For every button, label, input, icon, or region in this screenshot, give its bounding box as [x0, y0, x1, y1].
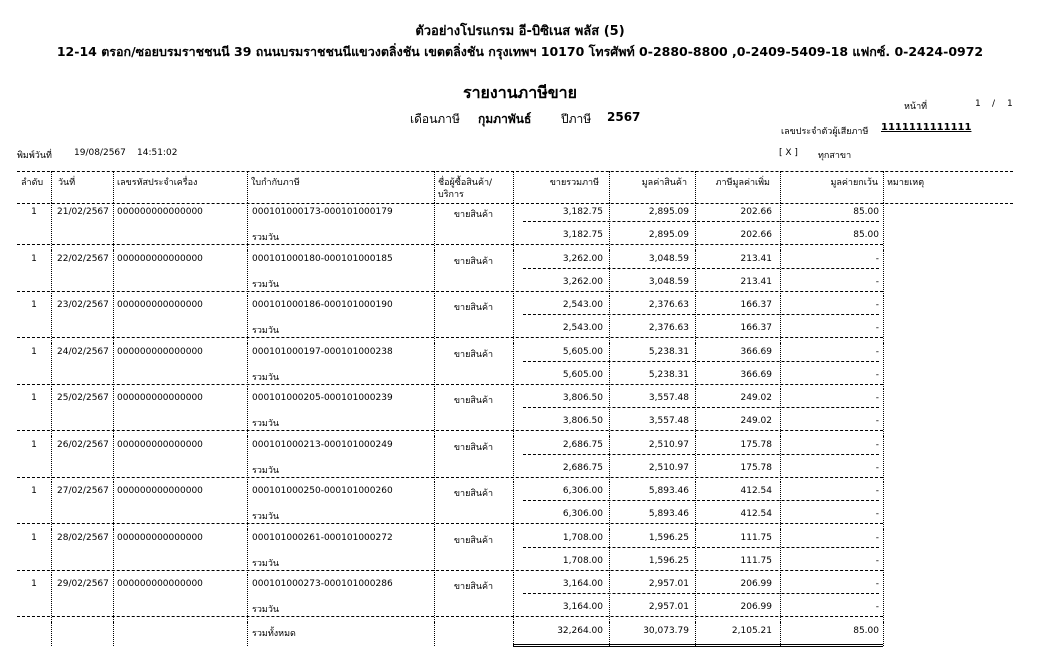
branch-label: ทุกสาขา [818, 151, 852, 161]
column-divider [247, 482, 248, 529]
column-divider [51, 343, 52, 390]
column-divider [883, 171, 884, 203]
column-divider [113, 296, 114, 343]
col-exempt: มูลค่ายกเว้น [830, 178, 878, 188]
column-divider [113, 250, 114, 297]
row-total: 6,306.00 [562, 486, 603, 496]
row-value: 1,596.25 [648, 532, 689, 543]
column-divider [883, 575, 884, 622]
row-buyer: ขายสินค้า [453, 489, 494, 499]
column-divider [113, 203, 114, 250]
column-divider [51, 529, 52, 576]
column-divider [113, 529, 114, 576]
subtotal-label: รวมวัน [252, 419, 280, 429]
row-vat: 206.99 [740, 579, 772, 589]
subtotal-value: 2,510.97 [648, 462, 689, 473]
row-invoice: 000101000205-000101000239 [252, 393, 393, 403]
company-address: 12-14 ตรอก/ซอยบรมราชชนนี 39 ถนนบรมราชชนนีแขวงตลิ่งชัน เขตตลิ่งชัน กรุงเทพฯ 10170 โทรศัพท์ 0-2880-8800 ,0-2409-5409-18 แฟกซ์. 0-2424-0972 [56, 44, 984, 59]
tax-year: 2567 [607, 110, 641, 124]
amount-rule [523, 500, 879, 501]
col-no: ลำดับ [21, 178, 44, 188]
row-exempt: - [875, 486, 879, 496]
column-divider [513, 171, 514, 203]
col-value: มูลค่าสินค้า [641, 178, 687, 188]
sales-tax-table [17, 171, 1013, 651]
row-date: 25/02/2567 [57, 393, 109, 403]
column-divider [113, 343, 114, 390]
column-divider [51, 622, 52, 646]
row-value: 2,376.63 [648, 300, 689, 310]
subtotal-value: 5,893.46 [648, 509, 689, 519]
column-divider [113, 389, 114, 436]
subtotal-label: รวมวัน [252, 372, 280, 383]
row-total: 2,686.75 [562, 439, 603, 450]
row-machine: 000000000000000 [117, 253, 203, 264]
column-divider [51, 436, 52, 483]
column-divider [609, 171, 610, 203]
subtotal-vat: 249.02 [740, 416, 772, 426]
header-top-rule [17, 171, 1013, 172]
col-invoice: ใบกำกับภาษี [251, 178, 300, 188]
row-separator [17, 477, 883, 478]
row-vat: 202.66 [740, 207, 772, 217]
column-divider [434, 171, 435, 203]
row-separator [17, 384, 883, 385]
row-vat: 213.41 [740, 253, 772, 264]
row-buyer: ขายสินค้า [453, 256, 494, 267]
column-divider [247, 575, 248, 622]
row-separator [17, 523, 883, 524]
subtotal-total: 5,605.00 [562, 369, 603, 380]
row-value: 3,557.48 [648, 393, 689, 403]
column-divider [883, 622, 884, 646]
subtotal-total: 3,164.00 [562, 602, 603, 612]
grand-total: 32,264.00 [557, 625, 603, 636]
amount-rule [523, 221, 879, 222]
subtotal-vat: 111.75 [740, 555, 772, 566]
branch-checkbox: [ X ] [779, 148, 798, 158]
row-no: 1 [31, 486, 37, 496]
col-machine: เลขรหัสประจำเครื่อง [117, 178, 198, 188]
row-machine: 000000000000000 [117, 486, 203, 496]
column-divider [113, 622, 114, 646]
row-invoice: 000101000261-000101000272 [252, 532, 393, 543]
subtotal-exempt: - [875, 323, 879, 333]
print-date-label: พิมพ์วันที่ [17, 151, 52, 161]
header-bottom-rule [17, 203, 1013, 204]
column-divider [883, 250, 884, 297]
amount-rule [523, 314, 879, 315]
col-buyer-2: บริการ [438, 190, 464, 200]
column-divider [247, 622, 248, 646]
row-exempt: 85.00 [853, 207, 879, 217]
row-date: 22/02/2567 [57, 253, 109, 264]
subtotal-label: รวมวัน [252, 558, 280, 569]
company-name: ตัวอย่างโปรแกรม อี-บิซิเนส พลัส (5) [415, 24, 625, 39]
grand-total-label: รวมทั้งหมด [252, 628, 296, 639]
row-machine: 000000000000000 [117, 579, 203, 589]
column-divider [113, 482, 114, 529]
subtotal-value: 3,048.59 [648, 276, 689, 287]
subtotal-exempt: - [875, 276, 879, 287]
row-date: 23/02/2567 [57, 300, 109, 310]
column-divider [883, 343, 884, 390]
col-total: ขายรวมภาษี [549, 178, 599, 188]
grand-exempt: 85.00 [853, 625, 879, 636]
subtotal-vat: 213.41 [740, 276, 772, 287]
row-vat: 366.69 [740, 346, 772, 357]
print-date: 19/08/2567 [74, 148, 126, 158]
row-buyer: ขายสินค้า [453, 396, 494, 406]
subtotal-value: 2,957.01 [648, 602, 689, 612]
page-total: 1 [1007, 99, 1013, 109]
subtotal-value: 1,596.25 [648, 555, 689, 566]
tax-month: กุมภาพันธ์ [478, 112, 532, 126]
row-buyer: ขายสินค้า [453, 582, 494, 592]
column-divider [247, 171, 248, 203]
column-divider [247, 529, 248, 576]
column-divider [113, 436, 114, 483]
column-divider [247, 343, 248, 390]
column-divider [883, 203, 884, 250]
row-total: 3,262.00 [562, 253, 603, 264]
row-vat: 249.02 [740, 393, 772, 403]
col-vat: ภาษีมูลค่าเพิ่ม [715, 178, 770, 188]
subtotal-label: รวมวัน [252, 279, 280, 290]
subtotal-label: รวมวัน [252, 233, 280, 243]
row-separator [17, 291, 883, 292]
subtotal-exempt: - [875, 416, 879, 426]
row-value: 2,895.09 [648, 207, 689, 217]
row-invoice: 000101000180-000101000185 [252, 253, 393, 264]
column-divider [247, 436, 248, 483]
column-divider [247, 296, 248, 343]
row-buyer: ขายสินค้า [453, 535, 494, 546]
taxid-value: 1111111111111 [881, 122, 972, 133]
row-no: 1 [31, 439, 37, 450]
row-no: 1 [31, 207, 37, 217]
row-total: 1,708.00 [562, 532, 603, 543]
row-machine: 000000000000000 [117, 439, 203, 450]
subtotal-total: 2,543.00 [562, 323, 603, 333]
row-exempt: - [875, 393, 879, 403]
row-date: 26/02/2567 [57, 439, 109, 450]
column-divider [247, 203, 248, 250]
row-invoice: 000101000250-000101000260 [252, 486, 393, 496]
row-invoice: 000101000273-000101000286 [252, 579, 393, 589]
subtotal-exempt: - [875, 509, 879, 519]
row-total: 3,806.50 [562, 393, 603, 403]
row-value: 2,957.01 [648, 579, 689, 589]
subtotal-total: 3,806.50 [562, 416, 603, 426]
subtotal-value: 2,376.63 [648, 323, 689, 333]
amount-rule [523, 361, 879, 362]
row-machine: 000000000000000 [117, 207, 203, 217]
column-divider [247, 389, 248, 436]
subtotal-value: 5,238.31 [648, 369, 689, 380]
col-date: วันที่ [58, 178, 76, 188]
subtotal-vat: 166.37 [740, 323, 772, 333]
row-date: 29/02/2567 [57, 579, 109, 589]
row-value: 2,510.97 [648, 439, 689, 450]
subtotal-vat: 206.99 [740, 602, 772, 612]
amount-rule [523, 547, 879, 548]
subtotal-exempt: - [875, 369, 879, 380]
column-divider [883, 296, 884, 343]
row-value: 5,238.31 [648, 346, 689, 357]
row-exempt: - [875, 579, 879, 589]
row-buyer: ขายสินค้า [453, 210, 494, 220]
col-note: หมายเหตุ [887, 178, 925, 188]
row-invoice: 000101000197-000101000238 [252, 346, 393, 357]
tax-year-label: ปีภาษี [561, 112, 592, 126]
row-buyer: ขายสินค้า [453, 349, 494, 360]
column-divider [51, 171, 52, 203]
column-divider [51, 250, 52, 297]
grand-value: 30,073.79 [643, 625, 689, 636]
subtotal-total: 1,708.00 [562, 555, 603, 566]
row-date: 28/02/2567 [57, 532, 109, 543]
row-total: 2,543.00 [562, 300, 603, 310]
row-vat: 412.54 [740, 486, 772, 496]
amount-rule [523, 454, 879, 455]
row-no: 1 [31, 532, 37, 543]
column-divider [113, 575, 114, 622]
row-no: 1 [31, 393, 37, 403]
row-date: 21/02/2567 [57, 207, 109, 217]
row-no: 1 [31, 253, 37, 264]
subtotal-total: 2,686.75 [562, 462, 603, 473]
row-exempt: - [875, 300, 879, 310]
report-title: รายงานภาษีขาย [462, 83, 578, 102]
column-divider [883, 389, 884, 436]
row-value: 5,893.46 [648, 486, 689, 496]
row-exempt: - [875, 346, 879, 357]
amount-rule [523, 407, 879, 408]
subtotal-exempt: - [875, 555, 879, 566]
grand-vat: 2,105.21 [731, 625, 772, 636]
column-divider [51, 296, 52, 343]
row-total: 5,605.00 [562, 346, 603, 357]
subtotal-total: 6,306.00 [562, 509, 603, 519]
column-divider [51, 203, 52, 250]
column-divider [247, 250, 248, 297]
column-divider [780, 171, 781, 203]
row-machine: 000000000000000 [117, 300, 203, 310]
column-divider [113, 171, 114, 203]
subtotal-vat: 366.69 [740, 369, 772, 380]
row-separator [17, 616, 883, 617]
tax-month-label: เดือนภาษี [410, 112, 460, 126]
subtotal-vat: 175.78 [740, 462, 772, 473]
subtotal-label: รวมวัน [252, 465, 280, 476]
row-invoice: 000101000173-000101000179 [252, 207, 393, 217]
column-divider [51, 575, 52, 622]
row-invoice: 000101000213-000101000249 [252, 439, 393, 450]
subtotal-exempt: - [875, 462, 879, 473]
row-date: 24/02/2567 [57, 346, 109, 357]
column-divider [434, 622, 435, 646]
subtotal-value: 2,895.09 [648, 230, 689, 240]
row-exempt: - [875, 439, 879, 450]
row-no: 1 [31, 346, 37, 357]
subtotal-vat: 202.66 [740, 230, 772, 240]
row-machine: 000000000000000 [117, 393, 203, 403]
grand-total-rule [513, 644, 883, 647]
page-separator: / [992, 99, 996, 109]
row-separator [17, 570, 883, 571]
row-vat: 166.37 [740, 300, 772, 310]
row-separator [17, 337, 883, 338]
subtotal-total: 3,182.75 [562, 230, 603, 240]
row-total: 3,164.00 [562, 579, 603, 589]
row-value: 3,048.59 [648, 253, 689, 264]
row-no: 1 [31, 579, 37, 589]
taxid-label: เลขประจำตัวผู้เสียภาษี [781, 127, 869, 137]
column-divider [51, 482, 52, 529]
row-vat: 111.75 [740, 532, 772, 543]
row-separator [17, 244, 883, 245]
column-divider [883, 482, 884, 529]
subtotal-label: รวมวัน [252, 326, 280, 336]
row-exempt: - [875, 532, 879, 543]
page-label: หน้าที่ [904, 102, 928, 112]
subtotal-label: รวมวัน [252, 512, 280, 522]
row-machine: 000000000000000 [117, 346, 203, 357]
amount-rule [523, 268, 879, 269]
row-vat: 175.78 [740, 439, 772, 450]
row-buyer: ขายสินค้า [453, 303, 494, 313]
row-no: 1 [31, 300, 37, 310]
row-date: 27/02/2567 [57, 486, 109, 496]
print-time: 14:51:02 [137, 148, 178, 158]
column-divider [51, 389, 52, 436]
column-divider [883, 436, 884, 483]
subtotal-label: รวมวัน [252, 605, 280, 615]
subtotal-exempt: 85.00 [853, 230, 879, 240]
col-buyer: ชื่อผู้ซื้อสินค้า/ [438, 178, 493, 188]
row-buyer: ขายสินค้า [453, 442, 494, 453]
column-divider [695, 171, 696, 203]
row-exempt: - [875, 253, 879, 264]
page-number: 1 [975, 99, 981, 109]
subtotal-exempt: - [875, 602, 879, 612]
row-total: 3,182.75 [562, 207, 603, 217]
subtotal-value: 3,557.48 [648, 416, 689, 426]
row-invoice: 000101000186-000101000190 [252, 300, 393, 310]
amount-rule [523, 593, 879, 594]
subtotal-vat: 412.54 [740, 509, 772, 519]
subtotal-total: 3,262.00 [562, 276, 603, 287]
row-separator [17, 430, 883, 431]
row-machine: 000000000000000 [117, 532, 203, 543]
column-divider [883, 529, 884, 576]
